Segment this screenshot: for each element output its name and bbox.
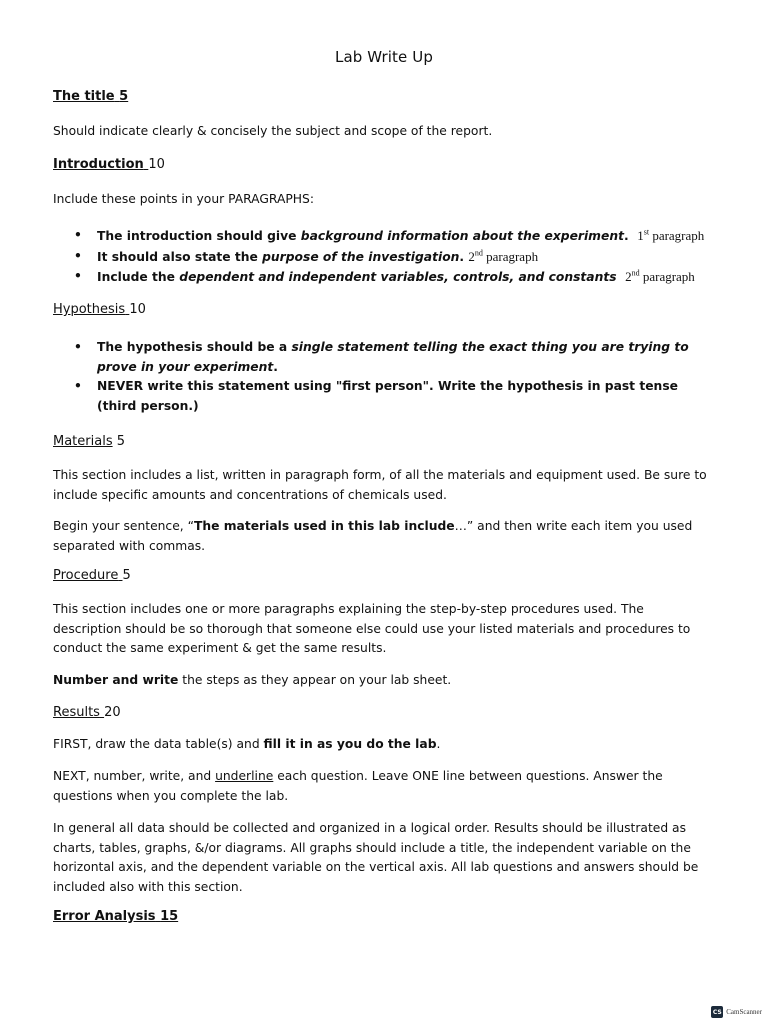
heading-materials <box>53 434 125 449</box>
list-item: • Include the dependent and independent variables, controls, and constants 2nd paragraph <box>74 268 695 284</box>
list-item: • The introduction should give background information about the experiment. 1st paragraph <box>74 227 705 243</box>
hypothesis-bullets <box>53 338 713 416</box>
introduction-lead: Include these points in your PARAGRAPHS: <box>53 192 314 206</box>
heading-label: Error Analysis <box>53 909 156 924</box>
heading-results <box>53 705 121 720</box>
document-title: Lab Write Up <box>335 48 433 66</box>
heading-label: Results <box>53 705 100 720</box>
heading-points: 5 <box>116 434 126 449</box>
list-item: • The hypothesis should be a single statement telling the exact thing you are trying to prove in your experiment. <box>74 340 689 374</box>
camscanner-logo-icon: CS <box>711 1006 723 1018</box>
heading-error-analysis <box>53 909 178 924</box>
heading-points: 10 <box>148 157 165 172</box>
heading-label: Materials <box>53 434 113 449</box>
heading-points: 10 <box>129 302 146 317</box>
materials-paragraph-1: This section includes a list, written in paragraph form, of all the materials and equipment used. Be sure to include specific amounts and concentrations of chemicals used. <box>53 468 707 502</box>
heading-title-section <box>53 89 128 104</box>
title-description: Should indicate clearly & concisely the subject and scope of the report. <box>53 124 493 138</box>
materials-paragraph-2: Begin your sentence, “The materials used in this lab include…” and then write each item you used separated with commas. <box>53 519 693 553</box>
results-paragraph-2: NEXT, number, write, and underline each question. Leave ONE line between questions. Answer the questions when you complete the lab. <box>53 769 663 803</box>
heading-points: 5 <box>119 89 129 104</box>
heading-hypothesis <box>53 302 146 317</box>
camscanner-text: CamScanner <box>726 1008 762 1016</box>
heading-procedure <box>53 568 131 583</box>
camscanner-watermark <box>711 1006 762 1018</box>
results-paragraph-1: FIRST, draw the data table(s) and fill it in as you do the lab. <box>53 737 441 751</box>
heading-label: Procedure <box>53 568 119 583</box>
list-item: • It should also state the purpose of the investigation. 2nd paragraph <box>74 248 539 264</box>
list-item: • NEVER write this statement using "first person". Write the hypothesis in past tense (third person.) <box>74 379 678 413</box>
introduction-bullets <box>53 226 713 288</box>
heading-points: 15 <box>160 909 179 924</box>
heading-introduction <box>53 157 165 172</box>
heading-points: 20 <box>104 705 121 720</box>
heading-points: 5 <box>122 568 131 583</box>
heading-label: Introduction <box>53 157 144 172</box>
results-paragraph-3: In general all data should be collected and organized in a logical order. Results should be illustrated as charts, tables, graphs, &/or diagrams. All graphs should include a title, the independent variable on the horizontal axis, and the dependent variable on the vertical axis. All lab questions and answers should be included also with this section. <box>53 821 699 894</box>
procedure-paragraph-1: This section includes one or more paragraphs explaining the step-by-step procedures used. The description should be so thorough that someone else could use your listed materials and procedures to conduct the same experiment & get the same results. <box>53 602 691 655</box>
procedure-paragraph-2: Number and write the steps as they appear on your lab sheet. <box>53 673 452 687</box>
heading-label: The title <box>53 89 115 104</box>
heading-label: Hypothesis <box>53 302 126 317</box>
